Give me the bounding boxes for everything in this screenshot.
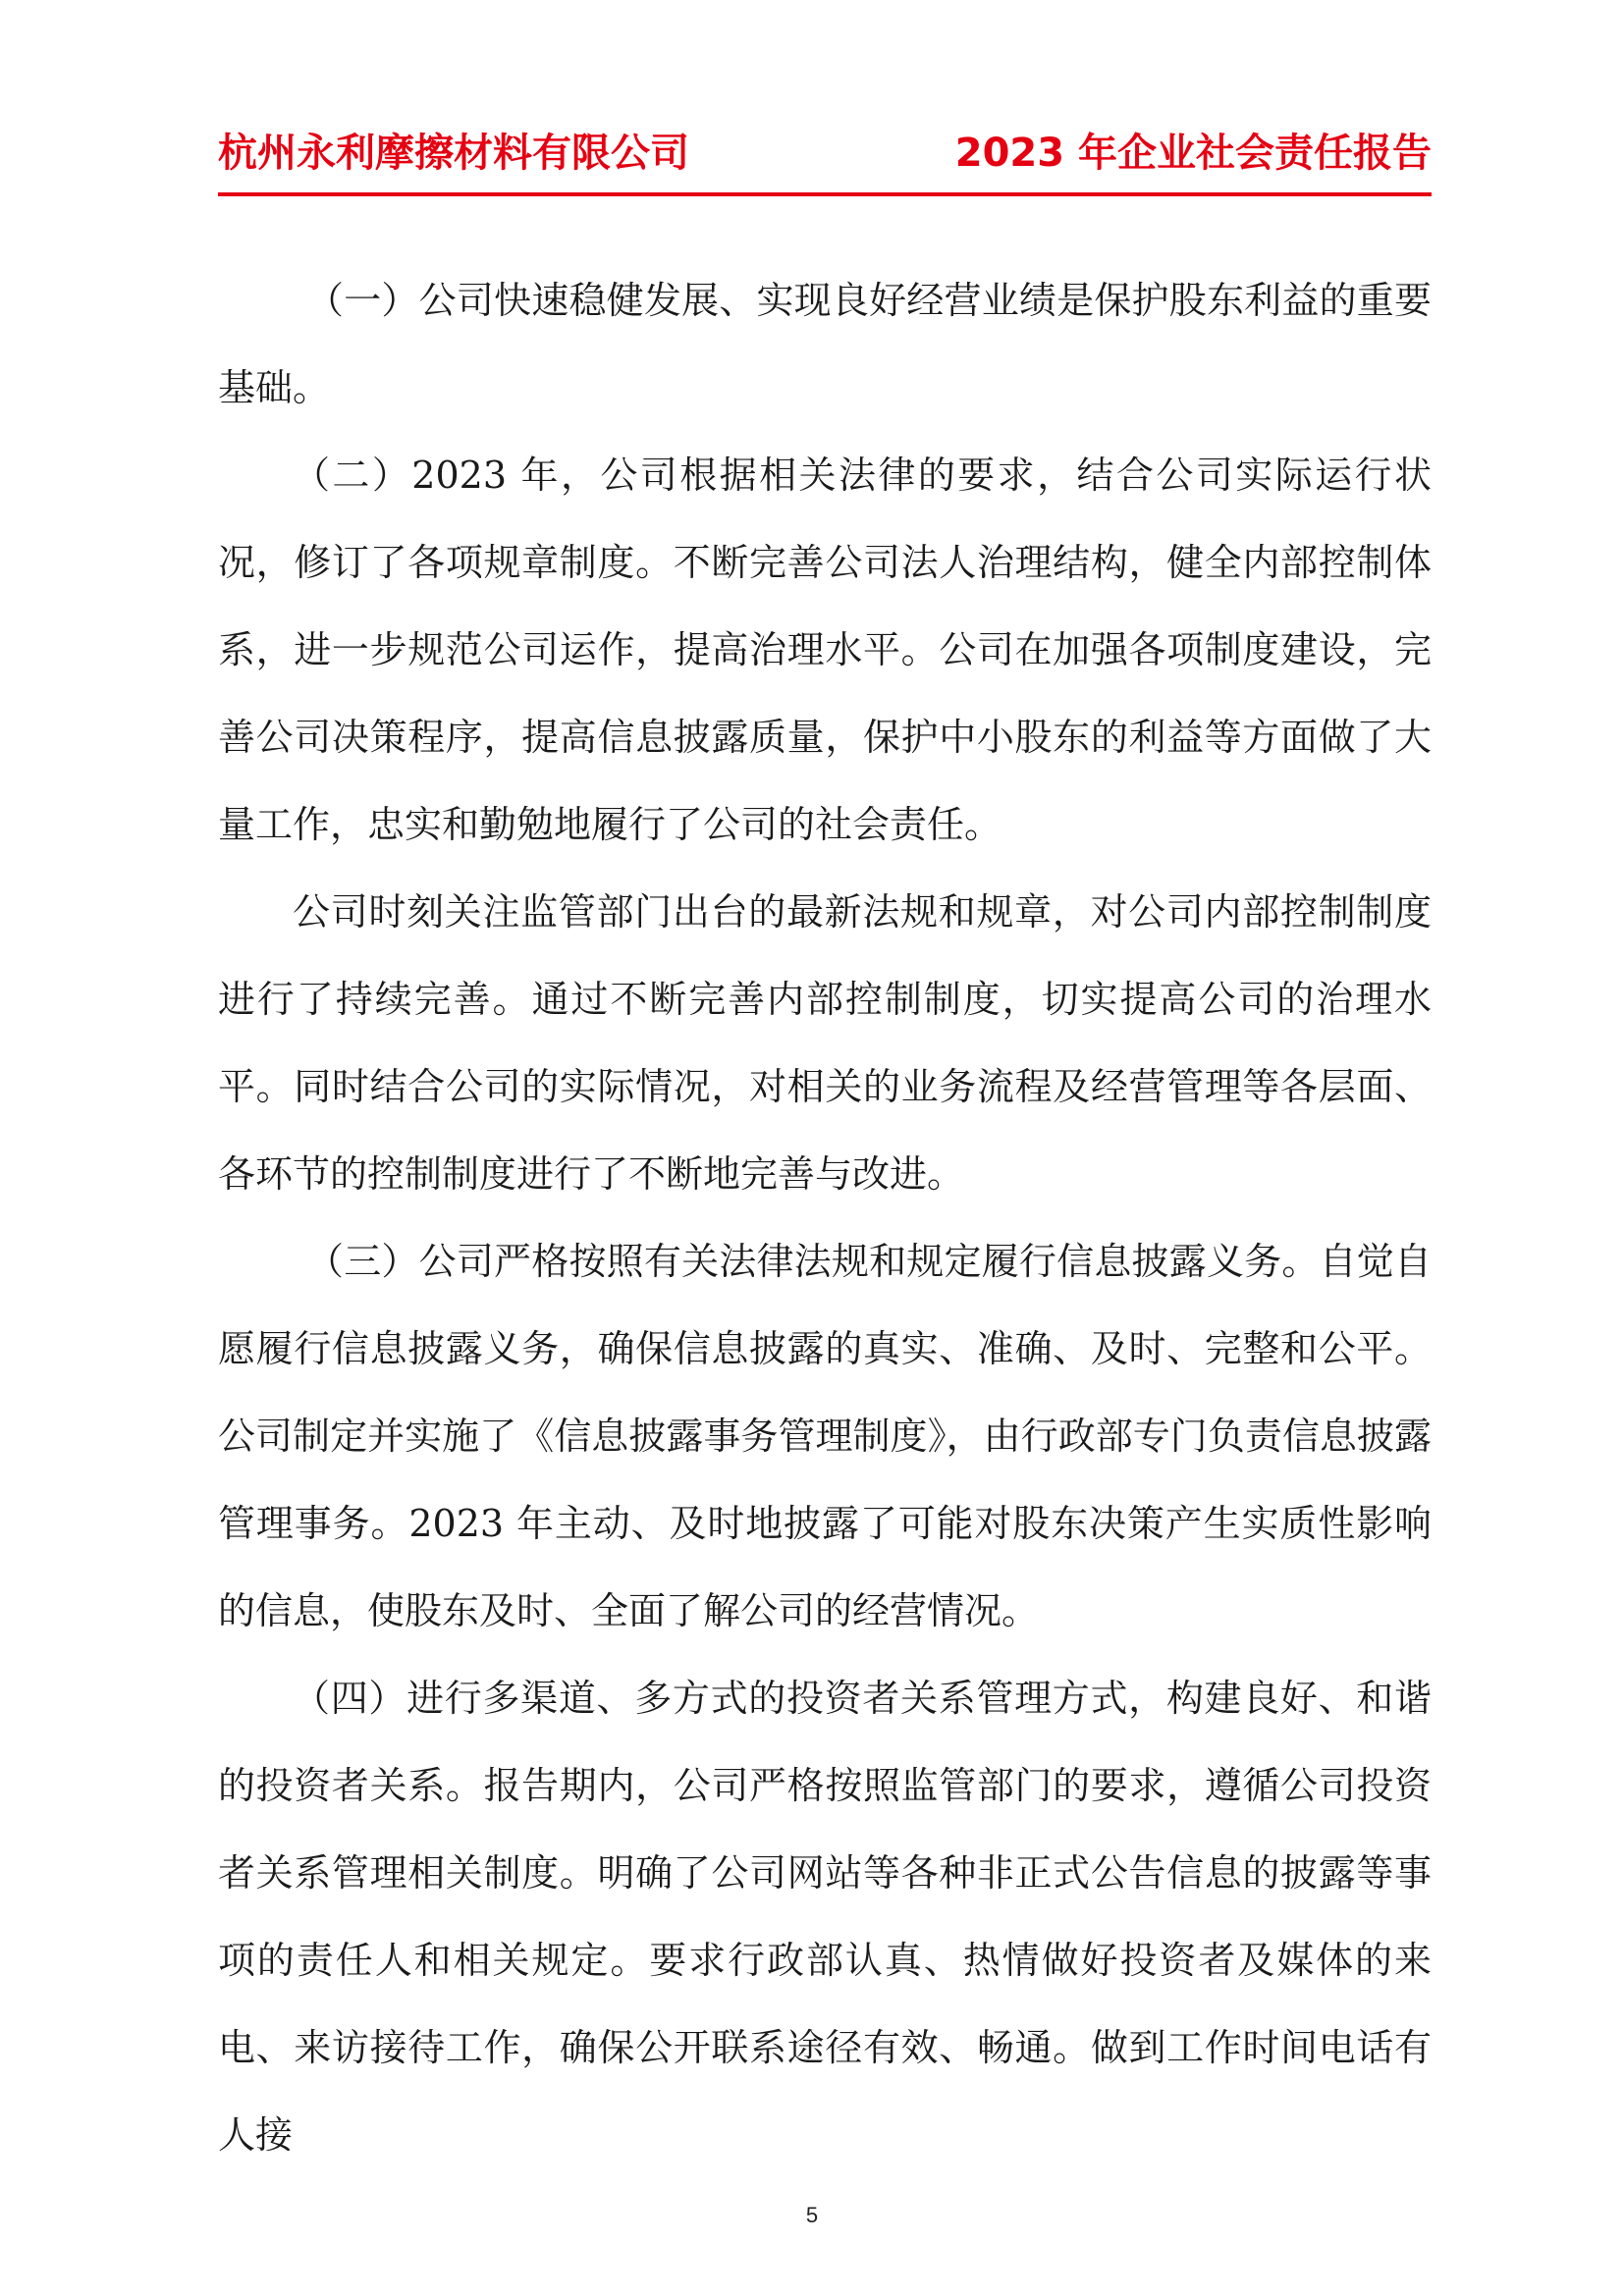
paragraph-5: （四）进行多渠道、多方式的投资者关系管理方式，构建良好、和谐的投资者关系。报告期内，公司严格按照监管部门的要求，遵循公司投资者关系管理相关制度。明确了公司网站等各种非正式公告信息的披露等事项的责任人和相关规定。要求行政部认真、热情做好投资者及媒体的来电、来访接待工作，确保公开联系途径有效、畅通。做到工作时间电话有人接 <box>218 1677 1432 2157</box>
paragraph-2: （二）2023 年，公司根据相关法律的要求，结合公司实际运行状况，修订了各项规章制度。不断完善公司法人治理结构，健全内部控制体系，进一步规范公司运作，提高治理水平。公司在加强各项制度建设，完善公司决策程序，提高信息披露质量，保护中小股东的利益等方面做了大量工作，忠实和勤勉地履行了公司的社会责任。 <box>218 454 1432 846</box>
page-number: 5 <box>805 2203 819 2227</box>
paragraph-4: （三）公司严格按照有关法律法规和规定履行信息披露义务。自觉自愿履行信息披露义务，确保信息披露的真实、准确、及时、完整和公平。公司制定并实施了《信息披露事务管理制度》，由行政部专门负责信息披露管理事务。2023 年主动、及时地披露了可能对股东决策产生实质性影响的信息，使股东及时、全面了解公司的经营情况。 <box>218 1240 1432 1632</box>
paragraph-1: （一）公司快速稳健发展、实现良好经营业绩是保护股东利益的重要基础。 <box>218 279 1432 409</box>
paragraph-3: 公司时刻关注监管部门出台的最新法规和规章，对公司内部控制制度进行了持续完善。通过不断完善内部控制制度，切实提高公司的治理水平。同时结合公司的实际情况，对相关的业务流程及经营管理等各层面、各环节的控制制度进行了不断地完善与改进。 <box>218 890 1432 1196</box>
page-header <box>218 126 1432 185</box>
report-title: 2023 年企业社会责任报告 <box>954 131 1432 176</box>
company-name: 杭州永利摩擦材料有限公司 <box>218 131 689 176</box>
header-divider <box>218 192 1432 196</box>
body-text <box>218 257 1432 2179</box>
